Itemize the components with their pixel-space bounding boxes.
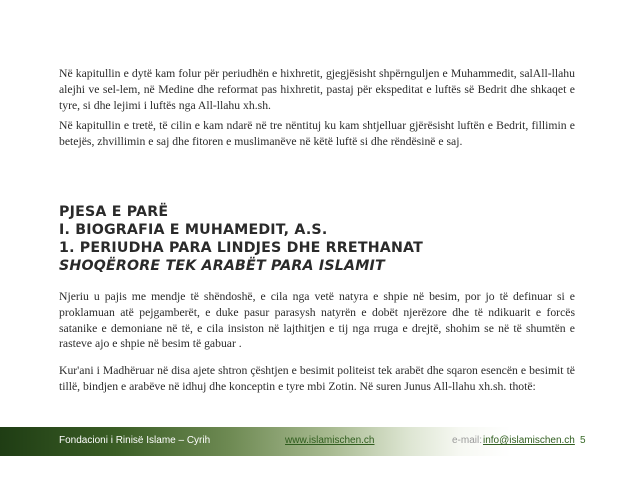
paragraph-quran-polytheism: Kur'ani i Madhëruar në disa ajete shtron çështjen e besimit politeist tek arabët dhe sqaron esencën e besimit të tillë, bindjen e arabëve në idhuj dhe konceptin e tyre mbi Zotin. Në suren Junus All-llahu xh.sh. thotë: — [59, 364, 575, 393]
footer-organization: Fondacioni i Rinisë Islame – Cyrih — [59, 435, 211, 446]
paragraph-chapter-three: Në kapitullin e tretë, të cilin e kam ndarë në tre nëntituj ku kam shtjelluar gjërësisht luftën e Bedrit, fillimin e betejës, zhvillimin e saj dhe fitoren e muslimanëve në këtë luftë si dhe rëndësinë e saj. — [59, 119, 575, 148]
page-footer — [0, 427, 638, 456]
paragraph-chapter-two: Në kapitullin e dytë kam folur për periudhën e hixhretit, gjegjësisht shpërnguljen e Muhammedit, salAll-llahu alejhi ve sel-lem, në Medine dhe reformat pas hixhretit, pastaj për ekspeditat e luftës së Bedrit dhe shkaqet e tyre, si dhe lejimi i luftës nga All-llahu xh.sh. — [59, 67, 575, 112]
page-number: 5 — [580, 435, 586, 446]
footer-email-link[interactable]: info@islamischen.ch — [483, 435, 575, 446]
paragraph-human-reason: Njeriu u pajis me mendje të shëndoshë, e cila nga vetë natyra e shpie në besim, por jo të definuar si e proklamuan atë pejgamberët, e duke pasur parasysh natyrën e dobët njerëzore dhe të ndikuarit e forcës satanike e demoniane në të, e cila insiston në lajthitjen e tij nga rruga e drejtë, shohim se në të shumtën e rasteve ajo e shpie në besim të gabuar . — [59, 290, 575, 351]
footer-website-link[interactable]: www.islamischen.ch — [285, 435, 375, 446]
heading-period-subtitle: SHOQËRORE TEK ARABËT PARA ISLAMIT — [59, 258, 385, 274]
footer-email-label: e-mail: — [452, 435, 483, 446]
heading-biography-title: I. BIOGRAFIA E MUHAMEDIT, A.S. — [59, 222, 328, 238]
heading-period-title: 1. PERIUDHA PARA LINDJES DHE RRETHANAT — [59, 240, 423, 256]
section-heading — [59, 203, 599, 275]
heading-part-title: PJESA E PARË — [59, 204, 169, 220]
